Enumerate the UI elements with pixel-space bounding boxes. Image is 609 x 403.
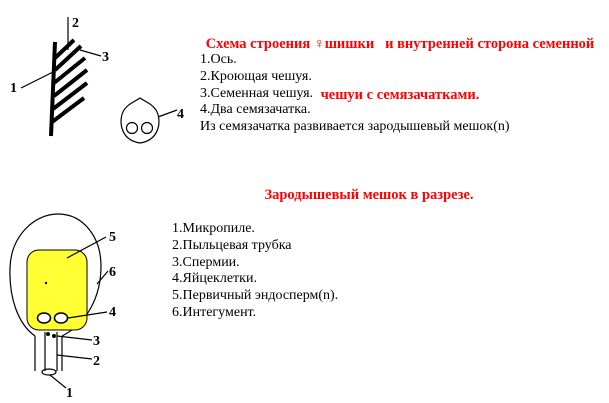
embryo-sac-legend (172, 221, 338, 322)
pointer-axis (21, 72, 53, 88)
cone-legend-item: 1.Ось. (200, 52, 237, 67)
scale-hatch (52, 98, 84, 122)
embryo-sac-legend-item: 6.Интегумент. (172, 304, 257, 320)
scale-hatch (54, 58, 85, 83)
cone-legend-item: 3.Семенная чешуя. (200, 85, 314, 101)
seed-scale-outline (121, 98, 159, 143)
label-covering-scale: 2 (72, 16, 79, 31)
cone-title-line-1: Схема строения ♀шишки и внутренней сторона семенной (205, 36, 595, 52)
cone-legend-item: 4.Два семязачатка. (200, 102, 311, 118)
scale-hatch (53, 83, 87, 109)
cone-scales (52, 40, 87, 122)
label-pollen-tube: 2 (93, 354, 100, 369)
cone-legend-note: Из семязачатка развивается зародышевый мешок(n) (200, 119, 510, 134)
pointer-seed-scale (80, 50, 101, 56)
sperm-cell (46, 332, 50, 336)
pointer-ovules (158, 110, 177, 117)
label-axis: 1 (10, 81, 17, 96)
central-nucleus-dot (45, 282, 47, 284)
egg-cell (38, 313, 51, 323)
cone-legend-item: 2.Кроющая чешуя. (200, 68, 312, 84)
pointer-integument (97, 271, 108, 284)
embryo-sac-legend-item: 4.Яйцеклетки. (172, 271, 257, 287)
embryo-sac-legend-item: 2.Пыльцевая трубка (172, 237, 292, 253)
embryo-sac-diagram (0, 205, 130, 403)
embryo-sac-title: Зародышевый мешок в разрезе. (264, 187, 474, 203)
pointer-micropyle (50, 375, 66, 388)
cone-title-line-2: чешуи с семязачатками. (320, 87, 480, 103)
embryo-sac-legend-item: 1.Микропиле. (172, 221, 255, 236)
cone-legend (200, 52, 510, 136)
ovule-circle (142, 123, 153, 134)
label-sperm: 3 (93, 334, 100, 349)
label-integument: 6 (109, 265, 116, 280)
label-micropyle: 1 (66, 386, 73, 401)
label-endosperm: 5 (109, 230, 116, 245)
embryo-sac-legend-item: 5.Первичный эндосперм(n). (172, 288, 339, 304)
ovule-circle (127, 123, 138, 134)
label-seed-scale: 3 (102, 50, 109, 65)
label-ovules: 4 (177, 107, 184, 122)
micropyle-opening (42, 369, 56, 375)
embryo-sac-legend-item: 3.Спермии. (172, 254, 240, 270)
sperm-cell (52, 334, 56, 338)
label-egg-cells: 4 (109, 305, 116, 320)
scale-hatch (54, 70, 87, 96)
egg-cell (55, 313, 68, 323)
cone-diagram (0, 0, 200, 150)
